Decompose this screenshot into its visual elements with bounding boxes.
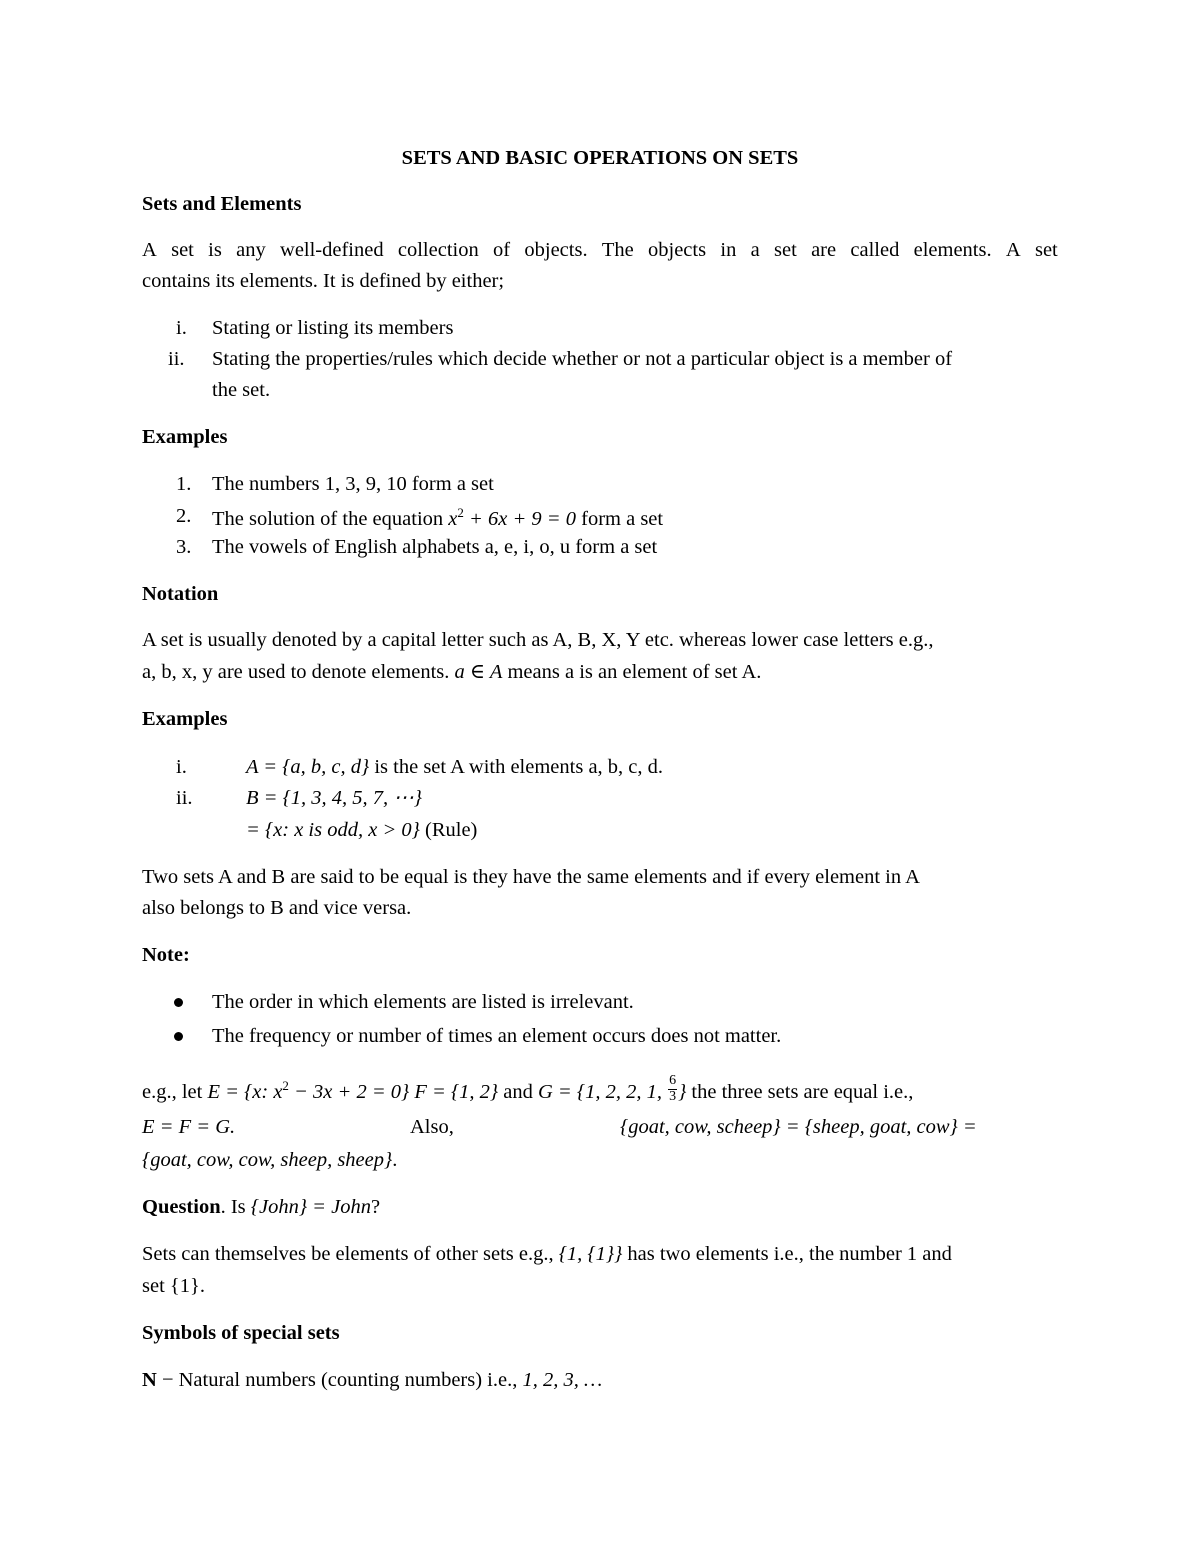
list-marker: 2. — [176, 505, 192, 527]
word: set — [171, 239, 194, 261]
nested-sets-line-1 — [142, 1244, 952, 1265]
rule-math: = {x: x is odd, x > 0} — [246, 819, 420, 841]
page-title: SETS AND BASIC OPERATIONS ON SETS — [401, 147, 799, 169]
fraction — [668, 1074, 677, 1104]
word: well-defined — [280, 239, 384, 261]
text: the three sets are equal i.e., — [686, 1080, 914, 1103]
list-item: The vowels of English alphabets a, e, i, o, u form a set — [212, 536, 658, 558]
sets-definition-line-2: contains its elements. It is defined by either; — [142, 270, 505, 292]
natural-numbers-symbol: N — [142, 1369, 157, 1391]
bullet-icon — [174, 1032, 183, 1041]
eg-line-1 — [142, 1073, 914, 1108]
text: Sets can themselves be elements of other sets e.g., — [142, 1243, 559, 1265]
heading-special-sets: Symbols of special sets — [142, 1322, 340, 1344]
list-item: Stating or listing its members — [212, 317, 454, 339]
text: e.g., let — [142, 1080, 208, 1103]
word: any — [236, 239, 266, 261]
membership-math: a ∈ A — [454, 661, 503, 683]
nested-sets-line-2: set {1}. — [142, 1275, 205, 1297]
list-marker: 1. — [176, 473, 192, 495]
list-item-continuation: the set. — [212, 379, 271, 401]
text: is the set A with elements a, b, c, d. — [369, 756, 664, 778]
list-item: The numbers 1, 3, 9, 10 form a set — [212, 473, 494, 495]
text: . — [392, 1149, 398, 1171]
text: Also, — [410, 1116, 454, 1138]
word: objects — [648, 239, 707, 261]
text: . Is — [220, 1196, 251, 1218]
word: A — [1005, 239, 1021, 261]
set-math: B = {1, 3, 4, 5, 7, ⋯} — [246, 787, 423, 809]
equality-line-1: Two sets A and B are said to be equal is they have the same elements and if every element in A — [142, 866, 920, 888]
list-marker: ii. — [168, 348, 185, 370]
list-item — [212, 506, 663, 529]
fraction-numerator: 6 — [669, 1073, 677, 1088]
exponent: 2 — [282, 1078, 289, 1094]
word: is — [208, 239, 222, 261]
heading-examples: Examples — [142, 708, 228, 730]
notation-line-1: A set is usually denoted by a capital letter such as A, B, X, Y etc. whereas lower case letters e.g., — [142, 629, 934, 651]
fraction-denominator: 3 — [669, 1088, 677, 1104]
text: ? — [370, 1196, 381, 1218]
word: A — [142, 239, 157, 261]
bullet-icon — [174, 998, 183, 1007]
animal-sets-math: {goat, cow, scheep} = {sheep, goat, cow} = — [620, 1116, 977, 1138]
word: of — [493, 239, 511, 261]
list-marker: ii. — [176, 787, 193, 809]
notation-line-2 — [142, 662, 761, 683]
word: are — [811, 239, 837, 261]
heading-sets-and-elements: Sets and Elements — [142, 193, 302, 215]
eg-line-3 — [142, 1150, 397, 1171]
question-label: Question — [142, 1196, 221, 1218]
equation: + 6x + 9 = 0 — [463, 507, 576, 530]
text: (Rule) — [419, 819, 478, 841]
word: in — [720, 239, 737, 261]
natural-numbers-math: 1, 2, 3, … — [522, 1369, 603, 1391]
word: collection — [397, 239, 479, 261]
question-line — [142, 1197, 380, 1218]
equation: x — [448, 507, 458, 530]
word: called — [850, 239, 900, 261]
animal-sets-math: {goat, cow, cow, sheep, sheep} — [142, 1149, 393, 1171]
heading-notation: Notation — [142, 583, 219, 605]
list-item: Stating the properties/rules which decide whether or not a particular object is a member of — [212, 348, 953, 370]
set-G-math: } — [678, 1080, 687, 1103]
question-math: {John} = John — [250, 1196, 371, 1218]
set-E-math: E = {x: x — [207, 1080, 283, 1103]
text: − Natural numbers (counting numbers) i.e., — [156, 1369, 523, 1391]
text: The solution of the equation — [212, 507, 449, 530]
list-item — [246, 757, 663, 778]
natural-numbers-line — [142, 1370, 602, 1391]
sets-definition-line-1 — [142, 240, 1058, 261]
word: The — [601, 239, 634, 261]
word: elements. — [913, 239, 992, 261]
set-math: A = {a, b, c, d} — [246, 756, 370, 778]
set-E-math: − 3x + 2 = 0} — [288, 1080, 410, 1103]
word: objects. — [524, 239, 588, 261]
note-item: The frequency or number of times an element occurs does not matter. — [212, 1025, 782, 1047]
list-marker: i. — [176, 317, 187, 339]
text: a, b, x, y are used to denote elements. — [142, 661, 455, 683]
heading-examples: Examples — [142, 426, 228, 448]
list-marker: 3. — [176, 536, 192, 558]
nested-set-math: {1, {1}} — [558, 1243, 623, 1265]
rule-line — [246, 820, 477, 841]
exponent: 2 — [457, 505, 464, 520]
text: and — [498, 1080, 538, 1103]
word: set — [1034, 239, 1058, 261]
equality-math: E = F = G. — [142, 1116, 236, 1138]
text: has two elements i.e., the number 1 and — [622, 1243, 952, 1265]
list-marker: i. — [176, 756, 187, 778]
set-G-math: G = {1, 2, 2, 1, — [537, 1080, 668, 1103]
text: means a is an element of set A. — [502, 661, 762, 683]
word: a — [750, 239, 760, 261]
set-F-math: F = {1, 2} — [409, 1080, 499, 1103]
note-item: The order in which elements are listed is irrelevant. — [212, 991, 634, 1013]
heading-note: Note: — [142, 944, 190, 966]
equality-line-2: also belongs to B and vice versa. — [142, 897, 412, 919]
word: set — [774, 239, 797, 261]
text: form a set — [576, 507, 664, 530]
